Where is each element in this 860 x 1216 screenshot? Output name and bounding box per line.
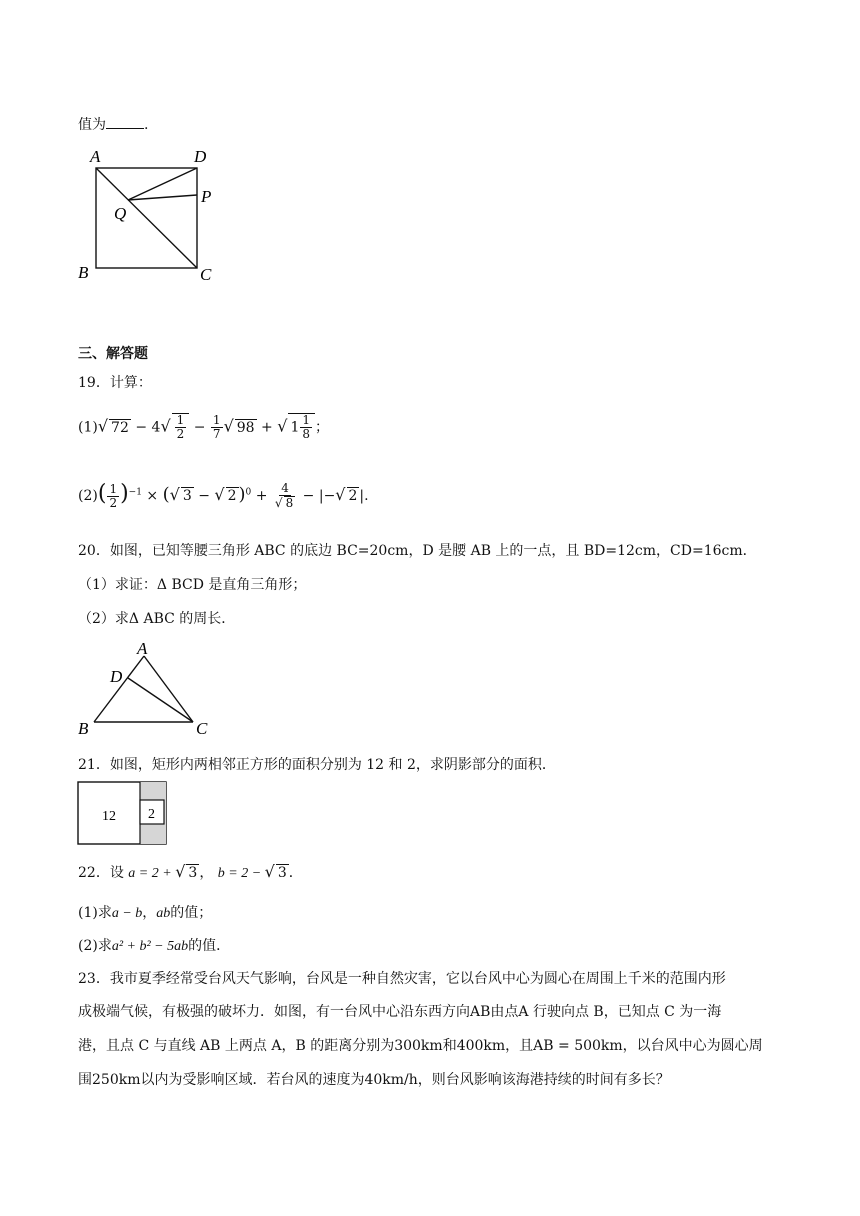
label-c: C [196,719,208,738]
side-ac [144,656,193,722]
side-ab [94,656,144,722]
q19-p1-f1d: 2 [176,427,185,441]
q19-p1-f2d: 7 [212,427,221,441]
q19-p1-f3n: 1 [302,413,310,427]
segment-dc [128,678,193,722]
diagonal-ac [96,168,197,268]
q22-end: ． [288,865,303,881]
q19-part2: (2)( $\frac{1}{2}$ )$^{-1}$ × (√ 3 − √ 2 )$^0$ + $\frac{4}{√ 8}$ − |−√ 2 |. [78,481,369,510]
q23-line4: 围250km以内为受影响区域．若台风的速度为40km/h，则台风影响该海港持续的时间有多长？ [78,1072,670,1088]
label-q: Q [114,204,127,223]
q19-p1-f3d: 8 [302,427,310,441]
q19-p2-fn2: 4 [281,481,289,495]
q19-p1-end: ； [315,419,329,436]
q23-line2: 成极端气候，有极强的破坏力．如图，有一台风中心沿东西方向AB由点A 行驶向点 B，已知点 C 为一海 [78,1004,722,1020]
q20-text: 20．如图，已知等腰三角形 ABC 的底边 BC=20cm，D 是腰 AB 上的一点，且 BD=12cm，CD=16cm． [78,543,757,559]
q22-sep: ， [199,865,214,881]
q22-b-rad: 3 [277,865,287,881]
label-d: D [194,147,207,166]
q21-text: 21．如图，矩形内两相邻正方形的面积分别为 12 和 2，求阴影部分的面积． [78,757,556,773]
q19-p1-r2: 98 [236,419,255,436]
small-square-label: 2 [148,807,155,822]
q22-sub1-sep: ， [142,905,157,921]
q22-sub1 [78,902,212,922]
q19-p2-r2: 2 [227,488,237,504]
q22-sub2 [78,935,230,955]
label-d: D [110,667,123,686]
label-b: B [78,263,89,282]
q20-figure [70,636,230,746]
q19-head: 19．计算： [78,375,152,391]
q19-p2-exp0: 0 [245,487,252,498]
q19-p2-fn: 1 [109,481,118,496]
q22-line: 22．设 a = 2 + √ 3 ， b = 2 − √ 3 ． [78,862,303,881]
q19-p2-end: . [364,488,369,504]
q18-figure [70,140,230,290]
label-a: A [90,147,101,166]
q19-p1-f2n: 1 [212,413,221,427]
q20-sub1: （1）求证：Δ BCD 是直角三角形； [78,577,307,593]
q18-tail-period: . [144,117,149,133]
q22-prefix: 22．设 [78,865,124,881]
q19-p1-label: (1) [78,419,98,436]
q22-sub1-math: a − b [111,906,143,921]
label-a: A [137,639,148,658]
q19-p2-r3: 2 [348,488,358,504]
label-c: C [200,265,212,284]
q19-part1: (1)√ 72 − 4√ $\frac{1}{2}$ − $\frac{1}{7}$ √ 98 + √ 1 $\frac{1}{8}$ ； [78,413,329,441]
q22-sub2-tail: 的值． [188,938,231,954]
q22-b-expr: b = 2 − [217,866,265,881]
q19-p1-r1: 72 [111,419,129,436]
q23-line3: 港，且点 C 与直线 AB 上两点 A，B 的距离分别为300km和400km，且AB = 500km，以台风中心为圆心周 [78,1038,763,1054]
label-b: B [78,719,89,738]
q22-a-expr: a = 2 + [128,866,176,881]
q23-line1: 23．我市夏季经常受台风天气影响，台风是一种自然灾害，它以台风中心为圆心在周围上千米的范围内形 [78,971,726,987]
q22-sub2-label: (2)求 [78,938,112,954]
q19-p1-c1: 4 [151,419,161,436]
q22-sub2-math: a² + b² − 5ab [111,939,189,954]
q21-figure [76,780,170,848]
q22-sub1-label: (1)求 [78,905,112,921]
label-p: P [201,187,212,206]
q18-tail [78,114,148,134]
q22-sub1-tail: 的值； [170,905,213,921]
q19-p2-fd2: 8 [285,496,294,510]
q19-p1-f1n: 1 [176,413,185,427]
q19-p2-r1: 3 [182,488,192,504]
q19-p2-exp1: −1 [128,487,142,498]
section-title: 三、解答题 [78,346,148,362]
q19-p2-label: (2) [78,488,98,504]
answer-blank [106,116,144,129]
q22-a-rad: 3 [188,865,198,881]
q19-p2-fd: 2 [109,495,118,510]
q18-tail-text: 值为 [78,117,106,133]
q19-p1-r3w: 1 [290,419,300,436]
q20-sub2: （2）求Δ ABC 的周长． [78,611,236,627]
q22-sub1-math2: ab [156,906,171,921]
big-square-label: 12 [102,809,116,824]
